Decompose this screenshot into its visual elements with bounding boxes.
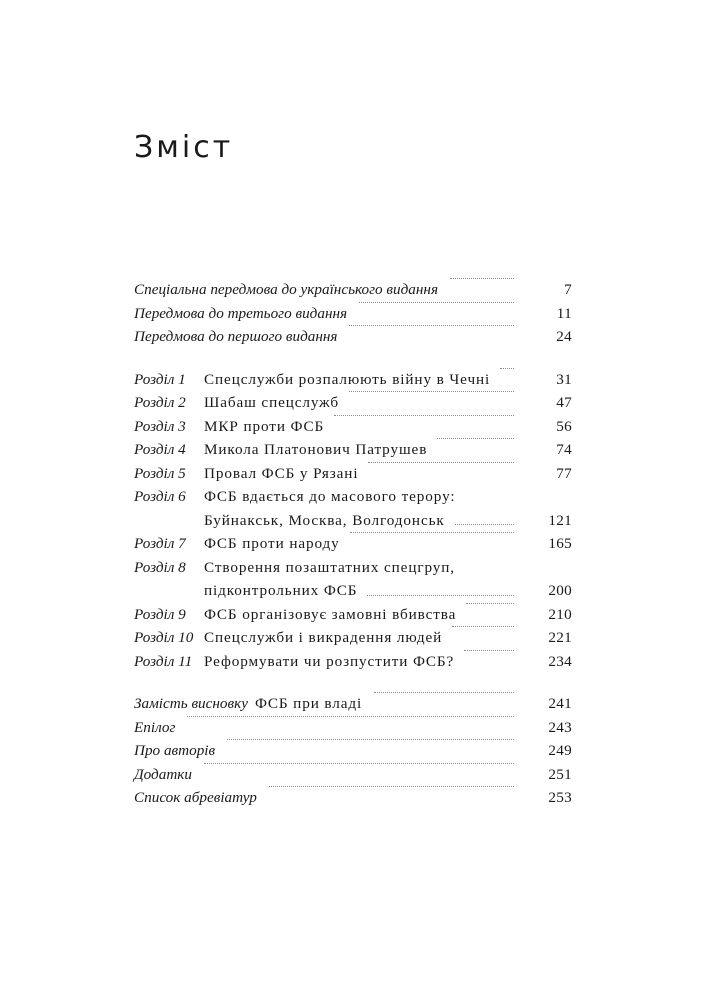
dot-leader (350, 532, 514, 533)
dot-leader (374, 692, 514, 693)
dot-leader (204, 763, 514, 764)
toc-page-number: 31 (556, 370, 572, 388)
toc-page-number: 251 (548, 765, 572, 783)
toc-entry-back-2[interactable] (134, 716, 572, 740)
chapter-title: ФСБ проти народу (204, 535, 340, 552)
page-title: Зміст (134, 130, 234, 165)
toc-entry-chapter-6[interactable] (134, 485, 572, 532)
toc-page-number: 253 (548, 789, 572, 806)
toc-entry-chapter-8[interactable] (134, 556, 572, 603)
chapter-title: ФСБ організовує замовні вбивства (204, 605, 457, 623)
toc-entry-chapter-7[interactable] (134, 532, 572, 556)
chapter-number: Розділ 10 (134, 629, 194, 646)
chapter-number: Розділ 11 (134, 652, 193, 670)
dot-leader (450, 278, 514, 279)
table-of-contents (134, 278, 572, 810)
chapter-title: Шабаш спецслужб (204, 394, 339, 411)
toc-entry-title: Спеціальна передмова до українського видання (134, 281, 439, 298)
toc-entry-front-3[interactable] (134, 325, 572, 349)
toc-entry-back-3[interactable] (134, 739, 572, 763)
chapter-title: МКР проти ФСБ (204, 417, 325, 435)
dot-leader (349, 325, 514, 326)
dot-leader (368, 462, 514, 463)
toc-entry-front-1[interactable] (134, 278, 572, 302)
toc-entry-title: Замість висновку (134, 695, 248, 712)
dot-leader (367, 595, 514, 596)
chapter-title: Реформувати чи розпустити ФСБ? (204, 652, 455, 670)
toc-entry-chapter-4[interactable] (134, 438, 572, 462)
toc-page-number: 221 (548, 629, 572, 646)
chapter-title: Провал ФСБ у Рязані (204, 464, 359, 482)
dot-leader (464, 650, 514, 651)
toc-entry-chapter-11[interactable] (134, 650, 572, 674)
toc-page-number: 74 (556, 441, 572, 458)
toc-page-number: 165 (548, 535, 572, 552)
toc-entry-chapter-1[interactable] (134, 368, 572, 392)
chapter-title-line: ФСБ вдається до масового терору: (204, 488, 456, 505)
dot-leader (269, 786, 514, 787)
chapter-number: Розділ 5 (134, 464, 186, 482)
chapter-number: Розділ 1 (134, 370, 186, 388)
toc-page-number: 210 (548, 605, 572, 623)
chapter-number: Розділ 3 (134, 417, 186, 435)
toc-entry-back-1[interactable] (134, 692, 572, 716)
toc-page-number: 11 (556, 304, 572, 322)
dot-leader (452, 626, 514, 627)
toc-page-number: 200 (548, 582, 572, 599)
toc-entry-chapter-10[interactable] (134, 626, 572, 650)
toc-entry-chapter-5[interactable] (134, 462, 572, 486)
dot-leader (187, 716, 514, 717)
toc-page-number: 249 (548, 742, 572, 759)
toc-page-number: 77 (556, 464, 572, 482)
toc-entry-subtitle: ФСБ при владі (254, 695, 363, 712)
toc-page-number: 7 (564, 281, 572, 298)
toc-entry-back-4[interactable] (134, 763, 572, 787)
chapter-title: Микола Платонович Патрушев (204, 441, 428, 458)
toc-page-number: 241 (548, 695, 572, 712)
dot-leader (359, 302, 514, 303)
dot-leader (466, 603, 514, 604)
dot-leader (500, 368, 514, 369)
chapter-title: Спецслужби розпалюють війну в Чечні (204, 370, 491, 388)
chapter-title-line: Створення позаштатних спецгруп, (204, 558, 455, 576)
toc-page-number: 56 (556, 417, 572, 435)
toc-entry-title: Додатки (134, 765, 192, 783)
dot-leader (437, 438, 514, 439)
toc-page-number: 234 (548, 652, 572, 670)
toc-entry-chapter-2[interactable] (134, 391, 572, 415)
toc-page-number: 243 (548, 718, 572, 736)
toc-entry-title: Передмова до третього видання (134, 304, 348, 322)
toc-page-number: 47 (556, 394, 572, 411)
toc-entry-title: Епілог (134, 718, 176, 736)
dot-leader (349, 391, 514, 392)
chapter-title-line: підконтрольних ФСБ (204, 582, 358, 599)
toc-entry-title: Про авторів (134, 742, 216, 759)
toc-entry-chapter-9[interactable] (134, 603, 572, 627)
chapter-number: Розділ 8 (134, 558, 186, 576)
toc-entry-title: Список абревіатур (134, 789, 257, 806)
chapter-number: Розділ 7 (134, 535, 186, 552)
chapter-title-line: Буйнакськ, Москва, Волгодонськ (204, 511, 445, 529)
chapter-number: Розділ 4 (134, 441, 186, 458)
toc-entry-front-2[interactable] (134, 302, 572, 326)
chapter-number: Розділ 6 (134, 488, 186, 505)
dot-leader (455, 524, 514, 525)
toc-entry-chapter-3[interactable] (134, 415, 572, 439)
chapter-title: Спецслужби і викрадення людей (204, 629, 443, 646)
chapter-number: Розділ 2 (134, 394, 186, 411)
chapter-number: Розділ 9 (134, 605, 186, 623)
toc-page-number: 24 (556, 328, 572, 345)
dot-leader (227, 739, 514, 740)
toc-entry-back-5[interactable] (134, 786, 572, 810)
toc-entry-title: Передмова до першого видання (134, 328, 338, 345)
dot-leader (334, 415, 514, 416)
toc-page-number: 121 (548, 511, 572, 529)
